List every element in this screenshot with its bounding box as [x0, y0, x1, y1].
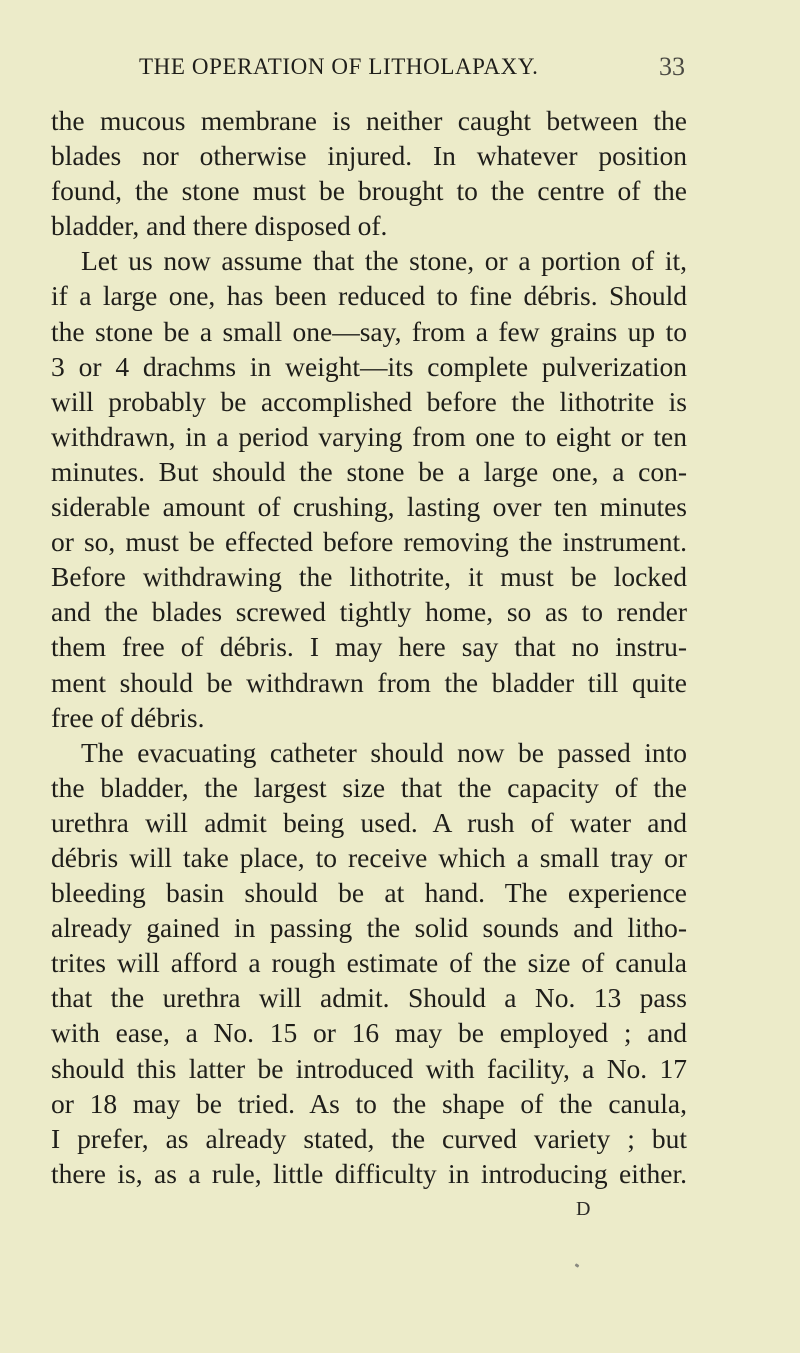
text-line: that the urethra will admit. Should a No. 13 pass — [51, 982, 687, 1014]
text-line: already gained in passing the solid sounds and litho- — [51, 912, 687, 944]
running-head — [0, 54, 800, 84]
text-line: there is, as a rule, little difficulty in introducing either. — [51, 1157, 687, 1189]
text-line: bladder, and there disposed of. — [51, 210, 388, 242]
text-line: siderable amount of crushing, lasting over ten minutes — [51, 491, 687, 523]
text-line: the bladder, the largest size that the capacity of the — [51, 771, 687, 803]
paper-speck — [575, 1263, 580, 1268]
text-line: if a large one, has been reduced to fine débris. Should — [51, 280, 687, 312]
text-line: 3 or 4 drachms in weight—its complete pulverization — [51, 350, 687, 382]
text-line: trites will afford a rough estimate of the size of canula — [51, 947, 687, 979]
text-line: the mucous membrane is neither caught between the — [51, 105, 687, 136]
text-line: ment should be withdrawn from the bladder till quite — [51, 666, 687, 698]
text-line: The evacuating catheter should now be passed into — [81, 736, 687, 768]
text-line: I prefer, as already stated, the curved variety ; but — [51, 1122, 687, 1154]
text-line: withdrawn, in a period varying from one to eight or ten — [51, 420, 687, 452]
text-line: bleeding basin should be at hand. The experience — [51, 877, 687, 909]
text-line: found, the stone must be brought to the centre of the — [51, 175, 687, 207]
text-line: blades nor otherwise injured. In whatever position — [51, 140, 687, 172]
text-line: urethra will admit being used. A rush of water and — [51, 806, 687, 838]
text-line: Before withdrawing the lithotrite, it must be locked — [51, 561, 687, 593]
text-line: and the blades screwed tightly home, so as to render — [51, 596, 687, 628]
text-line: or 18 may be tried. As to the shape of the canula, — [51, 1087, 687, 1119]
text-line: Let us now assume that the stone, or a portion of it, — [81, 245, 687, 277]
text-line: or so, must be effected before removing the instrument. — [51, 526, 687, 558]
text-line: will probably be accomplished before the lithotrite is — [51, 385, 687, 417]
text-line: free of débris. — [51, 701, 205, 733]
page-number: 33 — [659, 52, 685, 81]
signature-mark: D — [576, 1198, 591, 1220]
text-line: with ease, a No. 15 or 16 may be employed ; and — [51, 1017, 687, 1049]
running-title: THE OPERATION OF LITHOLAPAXY. — [139, 54, 539, 79]
text-line: should this latter be introduced with facility, a No. 17 — [51, 1052, 687, 1084]
text-line: minutes. But should the stone be a large one, a con- — [51, 455, 687, 487]
text-line: the stone be a small one—say, from a few grains up to — [51, 315, 687, 347]
text-line: them free of débris. I may here say that no instru- — [51, 631, 687, 663]
body-text — [51, 103, 687, 1191]
text-line: débris will take place, to receive which a small tray or — [51, 841, 687, 873]
